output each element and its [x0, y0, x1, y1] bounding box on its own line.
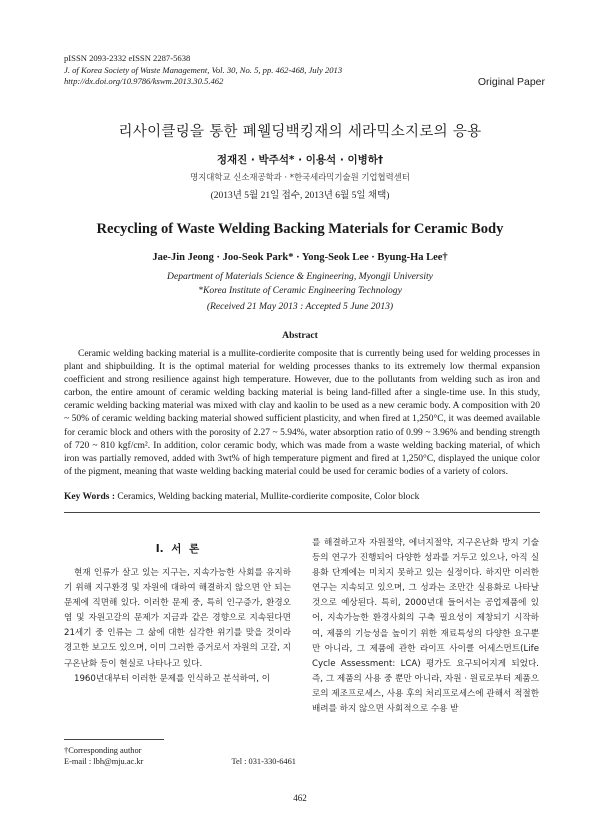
right-column	[312, 536, 539, 717]
abstract-heading: Abstract	[282, 330, 318, 341]
korean-dates: (2013년 5월 21일 접수, 2013년 6월 5일 채택)	[210, 191, 390, 201]
left-column	[64, 566, 291, 687]
keywords-label: Key Words :	[64, 492, 116, 502]
abstract-text: Ceramic welding backing material is a mullite-cordierite composite that is currently being used for welding processes in plant and shipbuilding. It is the optimal material for welding processes thanks to its extremely low thermal expansion coefficient and strong resilience against high temperature. However, due to the pollutants from welding such as iron and carbon, the entire amount of ceramic welding backing material is being land-filled after a single-time use. In this study, ceramic welding backing material was mixed with clay and kaolin to be used as a new ceramic body. A composition with 20 ~ 50% of ceramic welding backing material showed sufficient plasticity, and when fired at 1,250°C, it was deemed available for ceramic block and others with the porosity of 2.27 ~ 5.94%, water absorption ratio of 0.99 ~ 3.96% and bending strength of 720 ~ 810 kgf/cm². In addition, color ceramic body, which was made from a waste welding backing material, of which iron was partially removed, added with 3wt% of high temperature pigment and fired at 1,250°C, displayed the unique color of the pigment, meaning that waste welding backing material could be used for ceramic bodies of a variety of colors.	[64, 349, 540, 477]
keywords-divider	[64, 512, 540, 513]
paragraph: 1960년대부터 이러한 문제를 인식하고 분석하여, 이	[74, 673, 270, 684]
paragraph: 를 해결하고자 자원절약, 에너지절약, 지구온난화 방지 기술 등의 연구가 진행되어 다양한 성과를 거두고 있으나, 아직 실용화 단계에는 미치지 못하고 있는 실정이다. 하지만 이러한 연구는 지속되고 있으며, 그 성과는 조만간 실용화로 나타날 것으로 예상된다. 특히, 2000년대 들어서는 공업제품에 있어, 지속가능한 환경사회의 구축 필요성이 제창되기 시작하여, 제품의 기능성을 높이기 위한 재료특성의 다양한 요구뿐만 아니라, 그 제품에 관한 라이프 사이클 어세스먼트(Life Cycle Assessment: LCA) 평가도 요구되어지게 되었다. 즉, 그 제품의 사용 중 뿐만 아니라, 자원 · 원료로부터 제품으로의 제조프로세스, 사용 후의 처리프로세스에 관해서 적절한 배려를 하지 않으면 사회적으로 수용 받	[312, 538, 539, 715]
keywords-text: Ceramics, Welding backing material, Mullite-cordierite composite, Color block	[117, 492, 420, 502]
telephone: Tel : 031-330-6461	[231, 757, 296, 766]
doi-link[interactable]: http://dx.doi.org/10.9786/kswm.2013.30.5.462	[64, 76, 224, 86]
english-affiliation-2: *Korea Institute of Ceramic Engineering Technology	[198, 285, 402, 296]
keywords	[64, 492, 544, 502]
footnote	[64, 745, 296, 767]
english-affiliation-1: Department of Materials Science & Engineering, Myongji University	[167, 271, 433, 282]
paragraph: 현재 인류가 살고 있는 지구는, 지속가능한 사회를 유지하기 위해 지구환경 및 자원에 대하여 해결하지 않으면 안 되는 문제에 직면해 있다. 이러한 문제 중, 특히 인구증가, 환경오염 및 자원고갈의 문제가 지금과 같은 경향으로 지속된다면 21세기 중 인류는 그 삶에 대한 심각한 위기를 맞을 것이라 경고한 보고도 있으며, 이미 그러한 증거로서 자원의 고갈, 지구온난화 등이 현실로 나타나고 있다.	[64, 568, 291, 669]
email[interactable]: E-mail : lbh@mju.ac.kr	[64, 757, 144, 766]
korean-authors: 정재진 · 박주석* · 이용석 · 이병하†	[216, 154, 384, 166]
issn-line: pISSN 2093-2332 eISSN 2287-5638	[64, 53, 191, 63]
english-dates: (Received 21 May 2013 : Accepted 5 June 2013)	[206, 301, 394, 312]
english-authors: Jae-Jin Jeong · Joo-Seok Park* · Yong-Seok Lee · Byung-Ha Lee†	[152, 252, 448, 263]
section-title: I. 서 론	[155, 543, 200, 555]
journal-header	[64, 53, 544, 88]
paper-type-label: Original Paper	[477, 76, 545, 88]
page-number: 462	[293, 793, 307, 803]
corresponding-author: †Corresponding author	[64, 746, 142, 755]
footnote-divider	[64, 739, 164, 740]
korean-affiliation: 명지대학교 신소재공학과 · *한국세라믹기술원 기업협력센터	[190, 172, 410, 182]
korean-title: 리사이클링을 통한 폐웰딩백킹재의 세라믹소지로의 응용	[118, 124, 482, 140]
journal-citation: J. of Korea Society of Waste Management, Vol. 30, No. 5, pp. 462-468, July 2013	[64, 64, 343, 75]
english-title: Recycling of Waste Welding Backing Materials for Ceramic Body	[96, 221, 504, 237]
